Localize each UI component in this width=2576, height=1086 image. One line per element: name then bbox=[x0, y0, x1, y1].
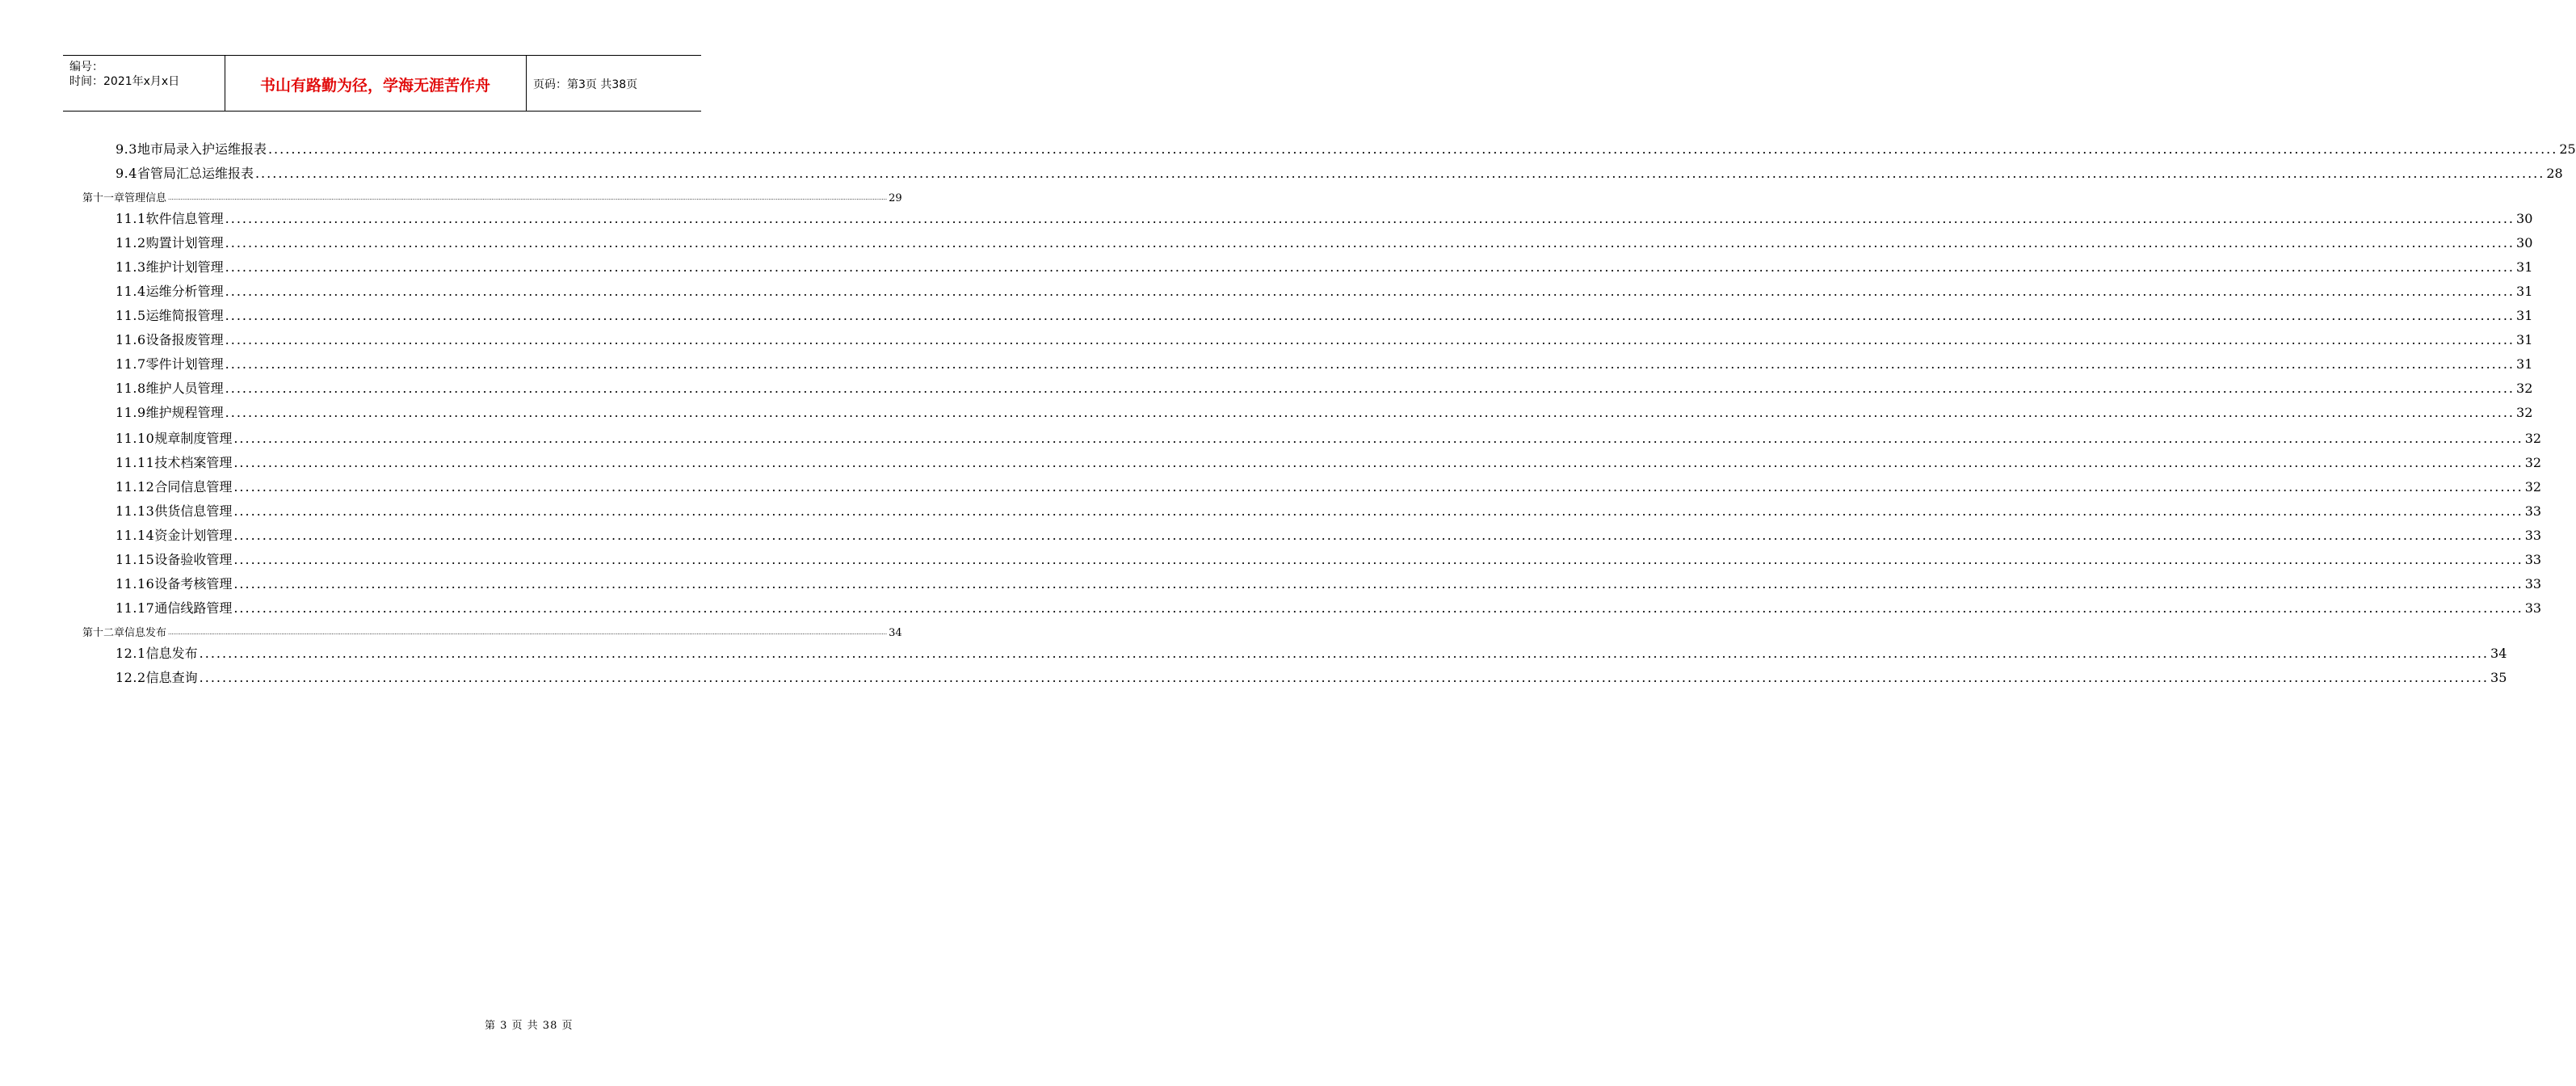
toc-entry-page: 33 bbox=[2524, 576, 2542, 591]
toc-entry-title: 设备报废管理 bbox=[145, 332, 224, 347]
toc-leader-dots: ................................................................................................................................................................................................................................................................................................................................................................................................................ bbox=[225, 308, 2515, 323]
toc-leader-dots: ................................................................................................................................................................................................................................................................................................................................................................................................................ bbox=[225, 284, 2515, 299]
toc-section-row[interactable] bbox=[116, 667, 2507, 687]
toc-leader-dots: ................................................................................................................................................................................................................................................................................................................................................................................................................ bbox=[225, 259, 2515, 275]
toc-entry-title: 购置计划管理 bbox=[145, 235, 224, 250]
page-header bbox=[63, 55, 701, 112]
toc-leader-dots: ................................................................................................................................................................................................................................................................................................................................................................................................................ bbox=[199, 670, 2490, 685]
toc-entry-number: 11.10 bbox=[116, 431, 155, 446]
toc-entry-title: 信息发布 bbox=[145, 646, 198, 661]
toc-entry-page: 32 bbox=[2524, 455, 2542, 470]
toc-entry-page: 31 bbox=[2516, 356, 2533, 372]
toc-entry-number: 11.9 bbox=[116, 405, 146, 420]
toc-entry-number: 9.3 bbox=[116, 141, 137, 157]
toc-leader-dots: ................................................................................................................................................................................................................................................................................................................................................................................................................ bbox=[168, 629, 888, 636]
toc-entry-title: 供货信息管理 bbox=[154, 503, 233, 519]
toc-section-row[interactable] bbox=[116, 281, 2533, 301]
toc-section-row[interactable] bbox=[116, 525, 2542, 545]
toc-leader-dots: ................................................................................................................................................................................................................................................................................................................................................................................................................ bbox=[233, 455, 2523, 470]
toc-entry-title: 维护规程管理 bbox=[145, 405, 224, 420]
toc-section-row[interactable] bbox=[116, 477, 2542, 496]
toc-section-row[interactable] bbox=[116, 549, 2542, 569]
header-info-cell bbox=[63, 56, 225, 111]
serial-label: 编号： bbox=[69, 61, 103, 74]
toc-entry-title: 通信线路管理 bbox=[154, 600, 233, 616]
toc-entry-page: 31 bbox=[2516, 332, 2533, 347]
toc-leader-dots: ................................................................................................................................................................................................................................................................................................................................................................................................................ bbox=[233, 431, 2523, 446]
toc-entry-title: 地市局录入护运维报表 bbox=[137, 141, 267, 157]
toc-entry-number: 第十二章 bbox=[82, 627, 125, 639]
toc-entry-page: 32 bbox=[2516, 405, 2533, 420]
toc-entry-title: 信息发布 bbox=[124, 627, 167, 639]
toc-section-row[interactable] bbox=[116, 139, 2576, 158]
toc-chapter-row[interactable] bbox=[82, 624, 902, 639]
toc-entry-title: 零件计划管理 bbox=[145, 356, 224, 372]
toc-entry-number: 11.3 bbox=[116, 259, 146, 275]
toc-leader-dots: ................................................................................................................................................................................................................................................................................................................................................................................................................ bbox=[233, 503, 2523, 519]
toc-entry-page: 32 bbox=[2524, 431, 2542, 446]
toc-leader-dots: ................................................................................................................................................................................................................................................................................................................................................................................................................ bbox=[225, 381, 2515, 396]
toc-entry-number: 11.13 bbox=[116, 503, 155, 519]
toc-entry-page: 32 bbox=[2516, 381, 2533, 396]
toc-section-row[interactable] bbox=[116, 378, 2533, 398]
toc-leader-dots: ................................................................................................................................................................................................................................................................................................................................................................................................................ bbox=[267, 141, 2558, 157]
toc-entry-page: 34 bbox=[889, 627, 902, 639]
time-label: 时间：2021年x月x日 bbox=[69, 75, 180, 88]
toc-entry-number: 11.11 bbox=[116, 455, 155, 470]
toc-entry-title: 技术档案管理 bbox=[154, 455, 233, 470]
toc-entry-title: 资金计划管理 bbox=[154, 528, 233, 543]
toc-entry-page: 35 bbox=[2490, 670, 2507, 685]
toc-entry-page: 28 bbox=[2546, 166, 2563, 181]
toc-entry-title: 维护计划管理 bbox=[145, 259, 224, 275]
toc-leader-dots: ................................................................................................................................................................................................................................................................................................................................................................................................................ bbox=[233, 552, 2523, 567]
toc-leader-dots: ................................................................................................................................................................................................................................................................................................................................................................................................................ bbox=[233, 479, 2523, 495]
toc-entry-title: 管理信息 bbox=[124, 192, 167, 204]
toc-entry-page: 32 bbox=[2524, 479, 2542, 495]
toc-leader-dots: ................................................................................................................................................................................................................................................................................................................................................................................................................ bbox=[233, 528, 2523, 543]
toc-entry-page: 30 bbox=[2516, 211, 2533, 226]
toc-entry-number: 11.14 bbox=[116, 528, 155, 543]
toc-entry-number: 11.2 bbox=[116, 235, 146, 250]
toc-entry-number: 11.1 bbox=[116, 211, 146, 226]
page-footer: 第 3 页 共 38 页 bbox=[485, 1020, 574, 1032]
toc-section-row[interactable] bbox=[116, 574, 2542, 593]
toc-section-row[interactable] bbox=[116, 501, 2542, 520]
toc-section-row[interactable] bbox=[116, 354, 2533, 373]
toc-section-row[interactable] bbox=[116, 598, 2542, 617]
toc-entry-title: 信息查询 bbox=[145, 670, 198, 685]
toc-section-row[interactable] bbox=[116, 452, 2542, 472]
toc-entry-title: 维护人员管理 bbox=[145, 381, 224, 396]
toc-entry-number: 11.12 bbox=[116, 479, 155, 495]
toc-leader-dots: ................................................................................................................................................................................................................................................................................................................................................................................................................ bbox=[199, 646, 2490, 661]
toc-entry-number: 11.5 bbox=[116, 308, 146, 323]
toc-entry-title: 省管局汇总运维报表 bbox=[137, 166, 254, 181]
toc-leader-dots: ................................................................................................................................................................................................................................................................................................................................................................................................................ bbox=[225, 211, 2515, 226]
toc-entry-page: 31 bbox=[2516, 308, 2533, 323]
toc-leader-dots: ................................................................................................................................................................................................................................................................................................................................................................................................................ bbox=[225, 405, 2515, 420]
toc-entry-title: 运维简报管理 bbox=[145, 308, 224, 323]
toc-section-row[interactable] bbox=[116, 163, 2563, 183]
toc-entry-title: 运维分析管理 bbox=[145, 284, 224, 299]
toc-section-row[interactable] bbox=[116, 257, 2533, 276]
toc-entry-page: 30 bbox=[2516, 235, 2533, 250]
toc-leader-dots: ................................................................................................................................................................................................................................................................................................................................................................................................................ bbox=[225, 332, 2515, 347]
toc-entry-number: 第十一章 bbox=[82, 192, 125, 204]
toc-section-row[interactable] bbox=[116, 233, 2533, 252]
toc-entry-page: 29 bbox=[889, 192, 902, 204]
toc-section-row[interactable] bbox=[116, 305, 2533, 325]
toc-leader-dots: ................................................................................................................................................................................................................................................................................................................................................................................................................ bbox=[254, 166, 2545, 181]
toc-entry-number: 11.16 bbox=[116, 576, 155, 591]
toc-section-row[interactable] bbox=[116, 208, 2533, 228]
header-page-cell bbox=[527, 56, 701, 111]
toc-entry-page: 25 bbox=[2559, 141, 2576, 157]
toc-entry-number: 11.8 bbox=[116, 381, 146, 396]
toc-entry-number: 11.7 bbox=[116, 356, 146, 372]
toc-entry-title: 设备验收管理 bbox=[154, 552, 233, 567]
toc-entry-number: 12.1 bbox=[116, 646, 146, 661]
header-slogan-cell bbox=[225, 56, 527, 111]
toc-leader-dots: ................................................................................................................................................................................................................................................................................................................................................................................................................ bbox=[168, 195, 888, 201]
toc-entry-page: 33 bbox=[2524, 600, 2542, 616]
toc-entry-page: 33 bbox=[2524, 552, 2542, 567]
toc-entry-page: 33 bbox=[2524, 503, 2542, 519]
toc-section-row[interactable] bbox=[116, 643, 2507, 663]
slogan: 书山有路勤为径，学海无涯苦作舟 bbox=[259, 77, 490, 95]
toc-entry-page: 31 bbox=[2516, 259, 2533, 275]
toc-entry-number: 11.15 bbox=[116, 552, 155, 567]
toc-section-row[interactable] bbox=[116, 428, 2542, 448]
page-code: 页码：第3页 共38页 bbox=[533, 78, 638, 91]
toc-entry-number: 11.17 bbox=[116, 600, 155, 616]
toc-leader-dots: ................................................................................................................................................................................................................................................................................................................................................................................................................ bbox=[233, 576, 2523, 591]
toc-entry-title: 合同信息管理 bbox=[154, 479, 233, 495]
toc-entry-number: 11.4 bbox=[116, 284, 146, 299]
toc-leader-dots: ................................................................................................................................................................................................................................................................................................................................................................................................................ bbox=[225, 235, 2515, 250]
toc-entry-page: 34 bbox=[2490, 646, 2507, 661]
toc-entry-title: 规章制度管理 bbox=[154, 431, 233, 446]
toc-section-row[interactable] bbox=[116, 330, 2533, 349]
toc-leader-dots: ................................................................................................................................................................................................................................................................................................................................................................................................................ bbox=[225, 356, 2515, 372]
toc-chapter-row[interactable] bbox=[82, 189, 902, 204]
toc-leader-dots: ................................................................................................................................................................................................................................................................................................................................................................................................................ bbox=[233, 600, 2523, 616]
toc-entry-title: 软件信息管理 bbox=[145, 211, 224, 226]
toc-entry-page: 33 bbox=[2524, 528, 2542, 543]
toc-entry-page: 31 bbox=[2516, 284, 2533, 299]
toc-section-row[interactable] bbox=[116, 402, 2533, 422]
toc-entry-number: 12.2 bbox=[116, 670, 146, 685]
toc-entry-number: 9.4 bbox=[116, 166, 137, 181]
toc-entry-title: 设备考核管理 bbox=[154, 576, 233, 591]
toc-entry-number: 11.6 bbox=[116, 332, 146, 347]
